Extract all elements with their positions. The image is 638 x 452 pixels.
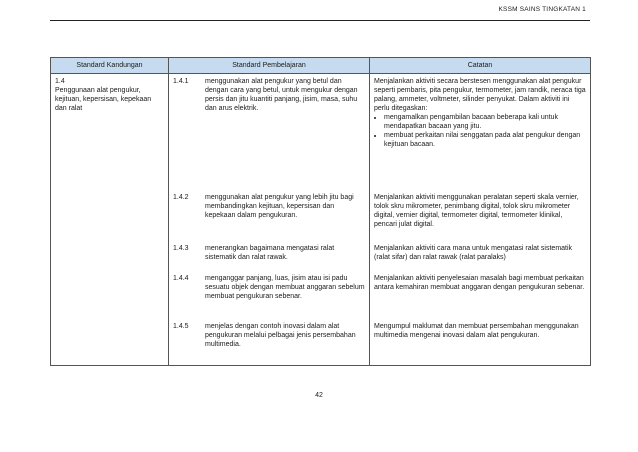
content-standard-title: Penggunaan alat pengukur, kejituan, kepersisan, kepekaan dan ralat	[55, 87, 152, 112]
learning-row	[169, 319, 369, 365]
note-bullet: • membuat perkaitan nilai senggatan pada alat pengukur dengan kejituan bacaan.	[384, 131, 586, 149]
learning-row	[169, 74, 369, 190]
learning-code: 1.4.5	[173, 323, 189, 330]
note-row	[370, 271, 590, 319]
header-standard-kandungan: Standard Kandungan	[51, 58, 169, 74]
table-header-row	[51, 58, 591, 74]
note-row	[370, 74, 590, 190]
header-catatan: Catatan	[370, 58, 591, 74]
note-text: Mengumpul maklumat dan membuat persembahan menggunakan multimedia mengenai inovasi dalam alat pengukuran.	[374, 323, 579, 339]
learning-text: menerangkan bagaimana mengatasi ralat sistematik dan ralat rawak.	[205, 245, 335, 261]
learning-code: 1.4.2	[173, 194, 189, 201]
learning-standard-cell	[169, 74, 370, 366]
learning-code: 1.4.3	[173, 245, 189, 252]
note-row	[370, 241, 590, 271]
learning-row	[169, 241, 369, 271]
note-bullet: • mengamalkan pengambilan bacaan beberapa kali untuk mendapatkan bacaan yang jitu.	[384, 113, 586, 131]
header-standard-pembelajaran: Standard Pembelajaran	[169, 58, 370, 74]
learning-text: menggunakan alat pengukur yang betul dan dengan cara yang betul, untuk mengukur dengan persis dan jitu kuantiti panjang, jisim, masa, suhu dan arus elektrik.	[205, 78, 358, 112]
learning-text: menjelas dengan contoh inovasi dalam alat pengukuran melalui pelbagai jenis persembahan multimedia.	[205, 323, 356, 348]
note-text: Menjalankan aktiviti penyelesaian masalah bagi membuat perkaitan antara kemahiran membuat anggaran dengan pengukuran sebenar.	[374, 275, 585, 291]
notes-cell	[370, 74, 591, 366]
note-bullets	[374, 113, 586, 149]
note-text: Menjalankan aktiviti menggunakan peralatan seperti skala vernier, tolok skru mikrometer, penimbang digital, tolok skru mikrometer digital, vernier digital, termometer digital, termometer klinikal, pencari julat digital.	[374, 194, 579, 228]
note-text: Menjalankan aktiviti cara mana untuk mengatasi ralat sistematik (ralat sifar) dan ralat rawak (ralat paralaks)	[374, 245, 573, 261]
table-row	[51, 74, 591, 366]
note-text: Menjalankan aktiviti secara berstesen menggunakan alat pengukur seperti pembaris, pita pengukur, termometer, jam randik, neraca tiga palang, ammeter, voltmeter, silinder penyukat. Dalam aktiviti ini perlu ditegaskan:	[374, 78, 586, 112]
document-header: KSSM SAINS TINGKATAN 1	[498, 6, 586, 13]
learning-code: 1.4.4	[173, 275, 189, 282]
content-standard-cell	[51, 74, 169, 366]
learning-row	[169, 190, 369, 241]
content-standard-code: 1.4	[55, 78, 65, 85]
learning-code: 1.4.1	[173, 78, 189, 85]
learning-text: menggunakan alat pengukur yang lebih jitu bagi membandingkan kejituan, kepersisan dan kepekaan dalam pengukuran.	[205, 194, 354, 219]
learning-row	[169, 271, 369, 319]
note-row	[370, 190, 590, 241]
page-number: 42	[315, 392, 323, 399]
learning-text: menganggar panjang, luas, jisim atau isi padu sesuatu objek dengan membuat anggaran sebelum membuat pengukuran sebenar.	[205, 275, 365, 300]
header-divider	[50, 20, 590, 21]
curriculum-table	[50, 57, 591, 366]
note-row	[370, 319, 590, 365]
